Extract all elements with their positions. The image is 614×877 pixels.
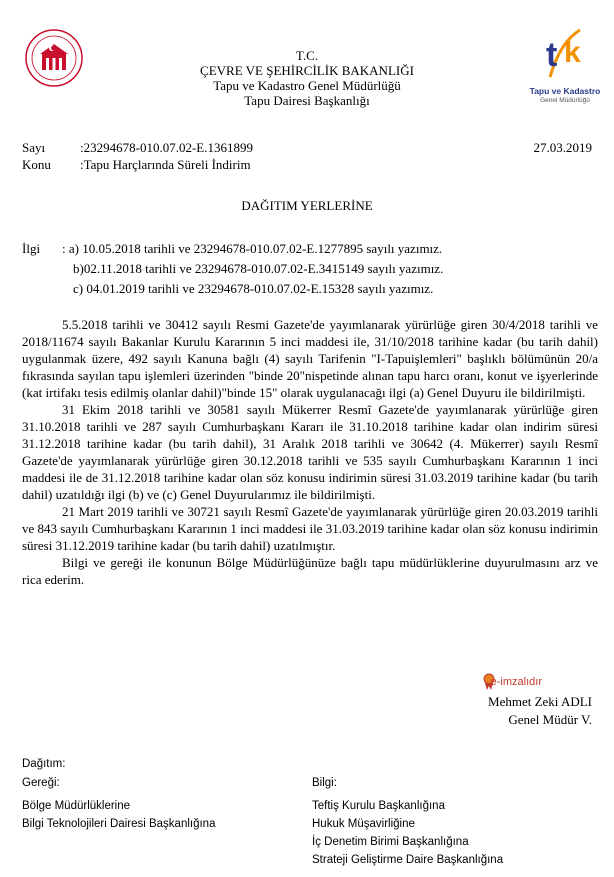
body-paragraph-1: 5.5.2018 tarihli ve 30412 sayılı Resmi Gazete'de yayımlanarak yürürlüğe giren 30/4/2018 tarihli ve 2018/11674 sayılı Bakanlar Kurulu Kararının 5 inci maddesi ile, 31/10/2018 tarihine kadar (bu tarih dahil) uygulanmak üzere, 492 sayılı Kanuna bağlı (4) sayılı Tarifenin "I-Tapuişlemleri" başlıklı bölümünün 20/a fıkrasında sayılan tapu işlemleri üzerinden "binde 20"nispetinde alınan tapu harcı oranı, konut ve işyerlerinde (kat irtifakı tesis edilmiş olanlar dahil)"binde 15" olarak uygulanacağı ilgi (a) Genel Duyuru ile bildirilmişti. bbox=[22, 317, 598, 400]
ilgi-item-c: c) 04.01.2019 tarihli ve 23294678-010.07.02-E.15328 sayılı yazımız. bbox=[73, 281, 434, 296]
header-department: Tapu Dairesi Başkanlığı bbox=[244, 93, 370, 108]
bilgi-item: Hukuk Müşavirliğine bbox=[312, 818, 415, 830]
sayi-label: Sayı bbox=[22, 140, 46, 155]
bilgi-item: Strateji Geliştirme Daire Başkanlığına bbox=[312, 854, 504, 866]
header-directorate: Tapu ve Kadastro Genel Müdürlüğü bbox=[213, 78, 401, 93]
bilgi-item: Teftiş Kurulu Başkanlığına bbox=[312, 800, 445, 812]
body-paragraph-4: Bilgi ve gereği ile konunun Bölge Müdürlüğünüze bağlı tapu müdürlüklerine duyurulmasını arz ve rica ederim. bbox=[22, 555, 598, 587]
e-signature-label: e-imzalıdır bbox=[490, 676, 542, 688]
ilgi-item-a: : a) 10.05.2018 tarihli ve 23294678-010.07.02-E.1277895 sayılı yazımız. bbox=[62, 241, 443, 256]
ilgi-label: İlgi bbox=[22, 241, 41, 256]
svg-text:t: t bbox=[546, 36, 558, 74]
header-ministry: ÇEVRE VE ŞEHİRCİLİK BAKANLIĞI bbox=[200, 63, 414, 78]
tkgm-logo-line2: Genel Müdürlüğü bbox=[540, 97, 590, 104]
sayi-value: :23294678-010.07.02-E.1361899 bbox=[80, 140, 253, 155]
letter-body bbox=[22, 316, 598, 588]
body-paragraph-2: 31 Ekim 2018 tarihli ve 30581 sayılı Mükerrer Resmî Gazete'de yayımlanarak yürürlüğe giren 31.10.2018 tarihli ve 287 sayılı Cumhurbaşkanı Kararı ile 31.10.2018 tarihine kadar olan indirim süresi 31.12.2018 tarihine kadar (bu tarih dahil), 31 Aralık 2018 tarihli ve 30642 (4. Mükerrer) sayılı Resmî Gazete'de yayımlanarak yürürlüğe giren 30.12.2018 tarihli ve 535 sayılı Cumhurbaşkanı Kararının 1 inci maddesi ile de 31.12.2018 tarihine kadar olan söz konusu indirimin süresi 31.03.2019 tarihine kadar (bu tarih dahil) uzatıldığı ilgi (b) ve (c) Genel Duyurularımız ile bildirilmişti. bbox=[22, 402, 598, 502]
konu-value: :Tapu Harçlarında Süreli İndirim bbox=[80, 157, 251, 172]
gereği-item: Bilgi Teknolojileri Dairesi Başkanlığına bbox=[22, 818, 216, 830]
konu-label: Konu bbox=[22, 157, 51, 172]
signer-title: Genel Müdür V. bbox=[508, 712, 592, 727]
gereği-item: Bölge Müdürlüklerine bbox=[22, 800, 131, 812]
gereği-label: Gereği: bbox=[22, 777, 60, 789]
header-tc: T.C. bbox=[295, 48, 319, 63]
distribution-title: Dağıtım: bbox=[22, 758, 66, 770]
recipient-heading: DAĞITIM YERLERİNE bbox=[241, 198, 373, 213]
body-paragraph-3: 21 Mart 2019 tarihli ve 30721 sayılı Resmî Gazete'de yayımlanarak yürürlüğe giren 20.03.2019 tarihli ve 843 sayılı Cumhurbaşkanı Kararının 1 inci maddesi ile 31.03.2019 tarihine kadar olan söz konusu indirimin süresi 31.12.2019 tarihine kadar (bu tarih dahil) uzatılmıştır. bbox=[22, 504, 598, 553]
svg-text:k: k bbox=[564, 36, 581, 69]
signer-name: Mehmet Zeki ADLI bbox=[488, 694, 592, 709]
bilgi-item: İç Denetim Birimi Başkanlığına bbox=[312, 836, 469, 848]
bilgi-label: Bilgi: bbox=[312, 777, 337, 789]
ilgi-item-b: b)02.11.2018 tarihli ve 23294678-010.07.02-E.3415149 sayılı yazımız. bbox=[73, 261, 444, 276]
document-date: 27.03.2019 bbox=[533, 140, 592, 155]
tkgm-logo-line1: Tapu ve Kadastro bbox=[529, 86, 601, 96]
